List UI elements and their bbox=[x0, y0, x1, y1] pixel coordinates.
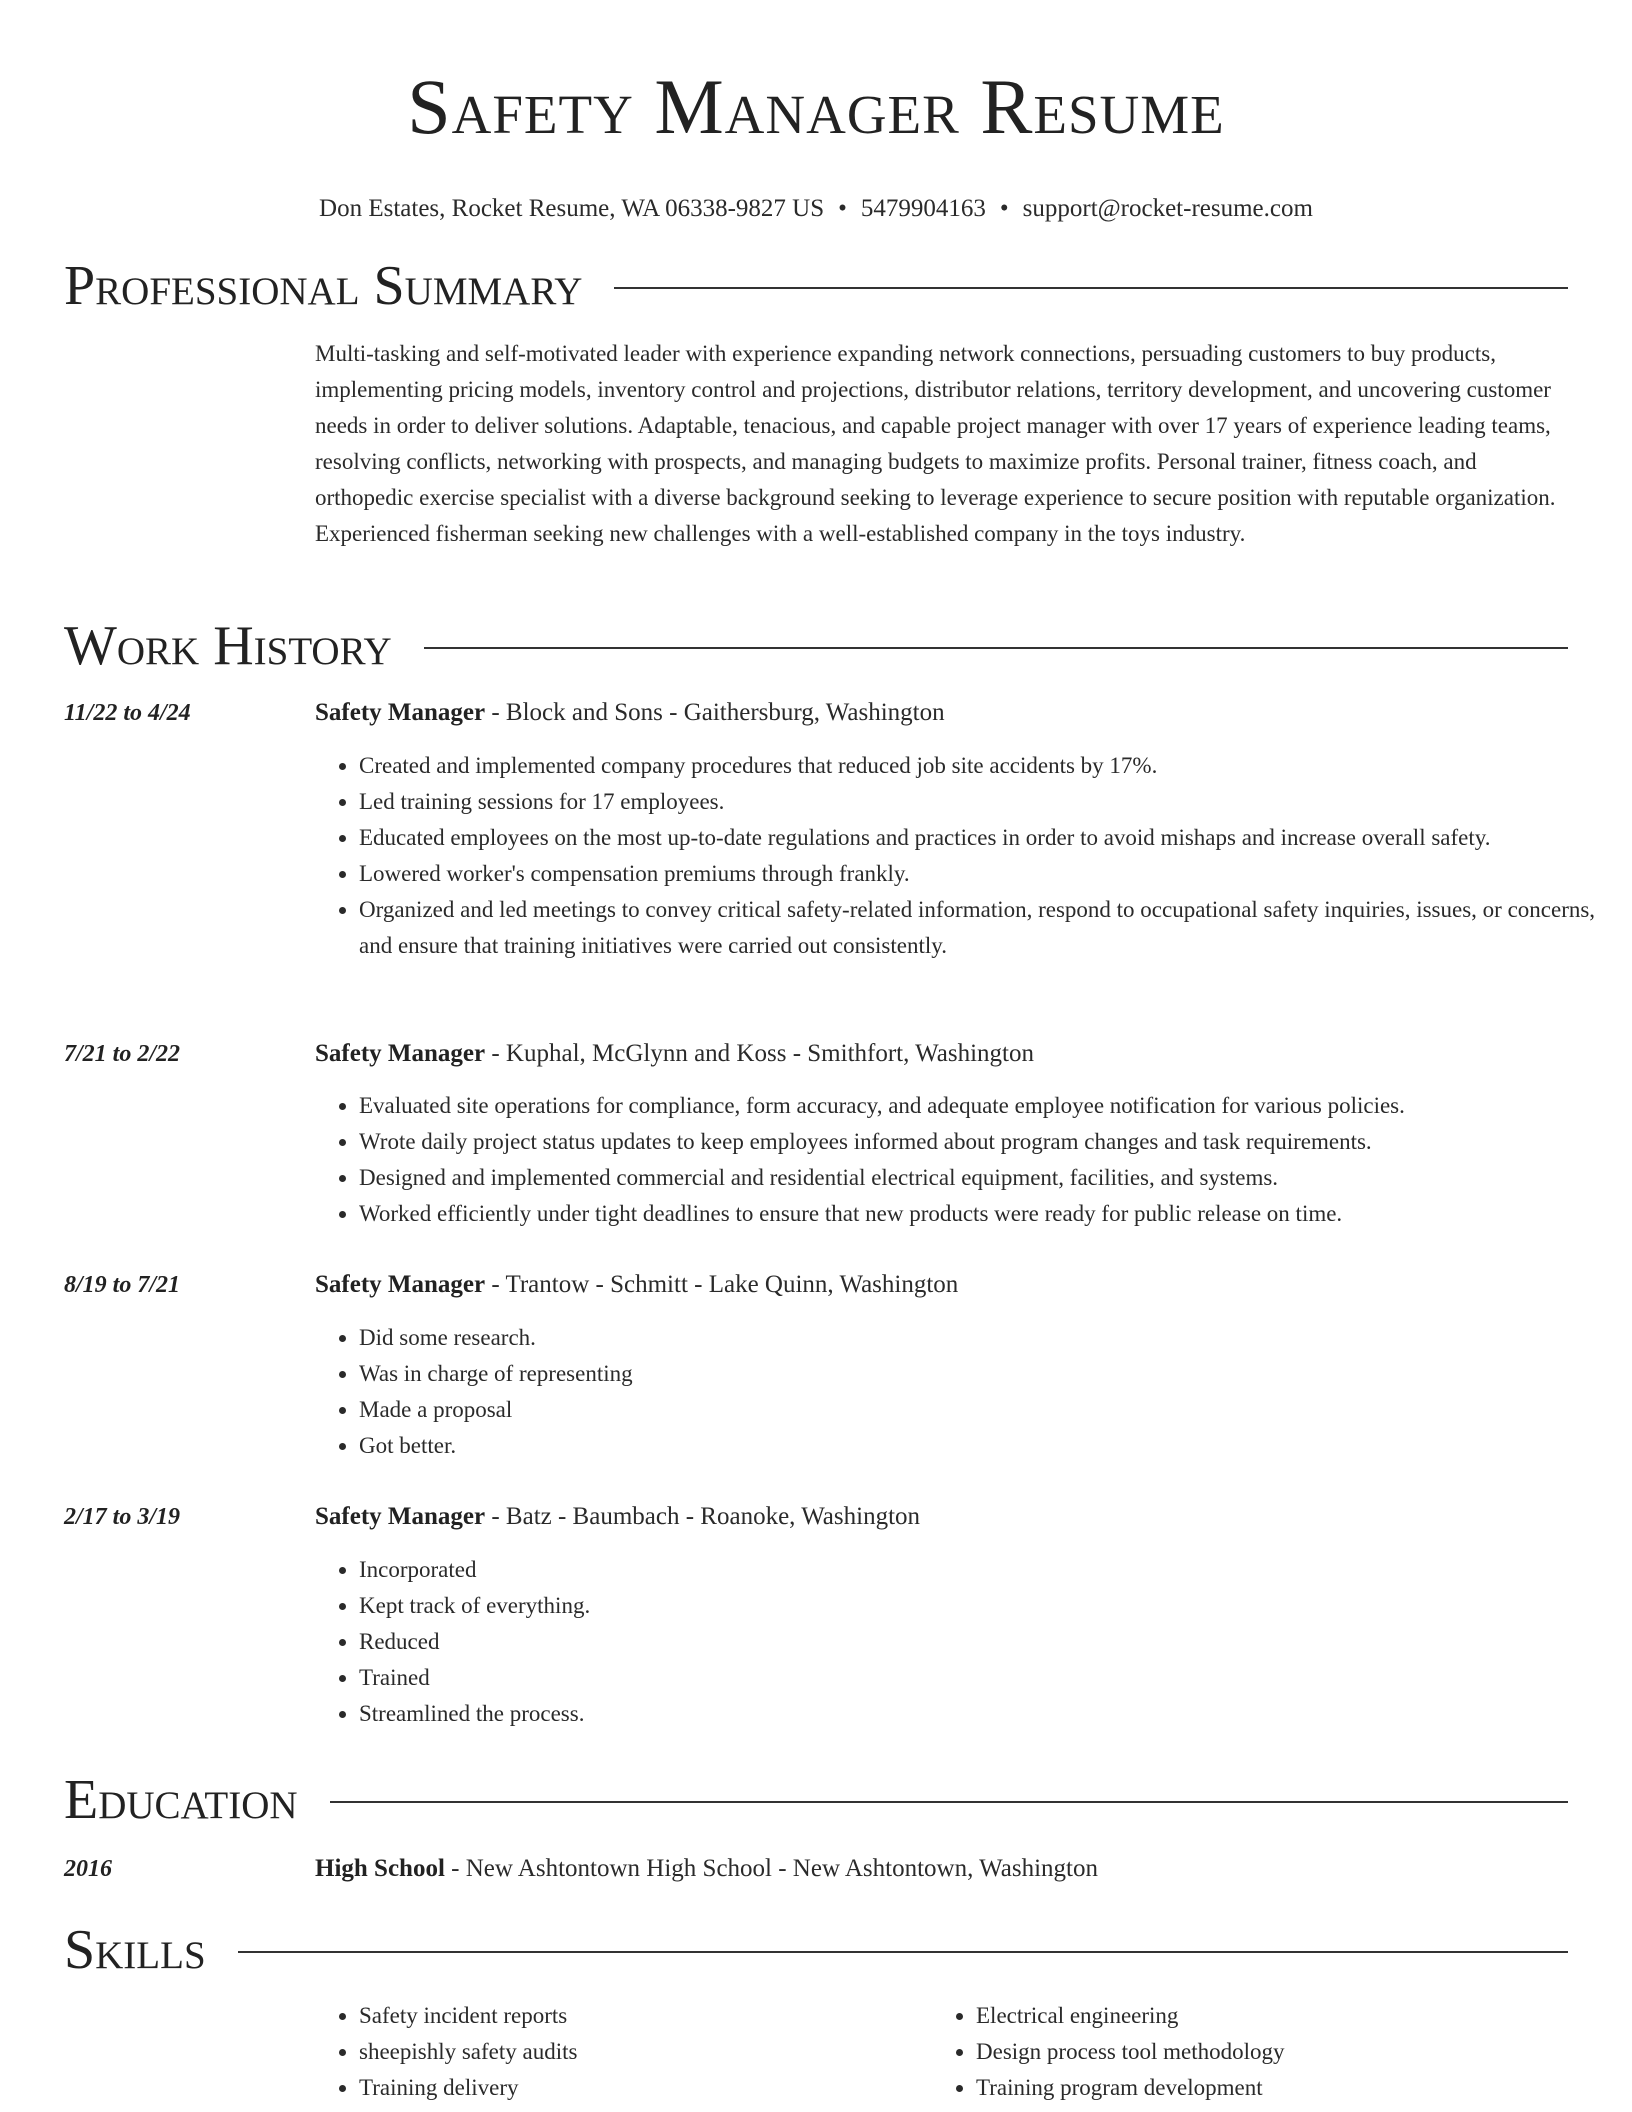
education-year: 2016 bbox=[64, 1856, 112, 1882]
job-bullets bbox=[315, 1088, 1612, 1232]
job-company: - Batz - Baumbach - Roanoke, Washington bbox=[485, 1503, 921, 1530]
job-company: - Kuphal, McGlynn and Koss - Smithfort, Washington bbox=[485, 1040, 1034, 1067]
job-title-line bbox=[315, 1037, 1568, 1071]
summary-text: Multi-tasking and self-motivated leader with experience expanding network connections, persuading customers to buy products, implementing pricing models, inventory control and projections, distributor relations, territory development, and uncovering customer needs in order to deliver solutions. Adaptable, tenacious, and capable project manager with over 17 years of experience leading teams, resolving conflicts, networking with prospects, and managing budgets to maximize profits. Personal trainer, fitness coach, and orthopedic exercise specialist with a diverse background seeking to leverage experience to secure position with reputable organization. Experienced fisherman seeking new challenges with a well-established company in the toys industry. bbox=[315, 341, 1556, 546]
job-role: Safety Manager bbox=[315, 1503, 486, 1530]
list-item: • Was in charge of representing bbox=[359, 1356, 1612, 1392]
education-school: - New Ashtontown High School - New Ashtontown, Washington bbox=[444, 1855, 1098, 1882]
job-company: - Trantow - Schmitt - Lake Quinn, Washington bbox=[485, 1271, 959, 1298]
work-section-header bbox=[64, 614, 1568, 678]
job-bullets bbox=[315, 1320, 1612, 1464]
contact-phone: 5479904163 bbox=[860, 195, 986, 222]
page-title: Safety Manager Resume bbox=[407, 63, 1225, 150]
section-divider bbox=[614, 287, 1568, 289]
list-item: • Organized and led meetings to convey critical safety-related information, respond to occupational safety inquiries, issues, or concerns, and ensure that training initiatives were carried out consistently. bbox=[359, 892, 1612, 964]
list-item: • Did some research. bbox=[359, 1320, 1612, 1356]
list-item: • Created and implemented company procedures that reduced job site accidents by 17%. bbox=[359, 748, 1612, 784]
skill-item: • Training delivery bbox=[359, 2070, 929, 2106]
section-divider bbox=[238, 1951, 1568, 1953]
job-company: - Block and Sons - Gaithersburg, Washington bbox=[485, 699, 945, 726]
list-item: • Kept track of everything. bbox=[359, 1588, 1612, 1624]
education-section-header bbox=[64, 1768, 1568, 1832]
contact-separator: • bbox=[838, 195, 847, 222]
skill-item: • Design process tool methodology bbox=[976, 2034, 1576, 2070]
job-title-line bbox=[315, 1268, 1568, 1302]
skill-item: • Electrical engineering bbox=[976, 1998, 1576, 2034]
list-item: • Incorporated bbox=[359, 1552, 1612, 1588]
list-item: • Wrote daily project status updates to keep employees informed about program changes and task requirements. bbox=[359, 1124, 1612, 1160]
list-item: • Reduced bbox=[359, 1624, 1612, 1660]
job-role: Safety Manager bbox=[315, 1040, 486, 1067]
skills-list-right bbox=[932, 1998, 1576, 2106]
skill-item: • Safety incident reports bbox=[359, 1998, 929, 2034]
section-title-work: Work History bbox=[64, 615, 392, 677]
list-item: • Worked efficiently under tight deadlines to ensure that new products were ready for public release on time. bbox=[359, 1196, 1612, 1232]
job-title-line bbox=[315, 1500, 1568, 1534]
contact-line bbox=[64, 192, 1568, 226]
section-divider bbox=[330, 1801, 1568, 1803]
list-item: • Designed and implemented commercial and residential electrical equipment, facilities, and systems. bbox=[359, 1160, 1612, 1196]
job-title-line bbox=[315, 696, 1568, 730]
contact-email: support@rocket-resume.com bbox=[1022, 195, 1313, 222]
job-dates: 8/19 to 7/21 bbox=[64, 1272, 181, 1298]
skill-item: • sheepishly safety audits bbox=[359, 2034, 929, 2070]
summary-section-header bbox=[64, 254, 1568, 318]
list-item: • Trained bbox=[359, 1660, 1612, 1696]
job-dates: 11/22 to 4/24 bbox=[64, 700, 191, 726]
list-item: • Lowered worker's compensation premiums through frankly. bbox=[359, 856, 1612, 892]
section-divider bbox=[424, 647, 1568, 649]
skill-item: • Training program development bbox=[976, 2070, 1576, 2106]
job-dates: 7/21 to 2/22 bbox=[64, 1041, 181, 1067]
job-bullets bbox=[315, 1552, 1612, 1732]
skills-list-left bbox=[315, 1998, 929, 2106]
contact-separator: • bbox=[999, 195, 1009, 222]
contact-address: Don Estates, Rocket Resume, WA 06338-9827 US bbox=[319, 195, 825, 222]
list-item: • Streamlined the process. bbox=[359, 1696, 1612, 1732]
job-role: Safety Manager bbox=[315, 1271, 486, 1298]
section-title-education: Education bbox=[64, 1769, 298, 1831]
job-role: Safety Manager bbox=[315, 699, 486, 726]
list-item: • Evaluated site operations for compliance, form accuracy, and adequate employee notification for various policies. bbox=[359, 1088, 1612, 1124]
section-title-skills: Skills bbox=[64, 1919, 206, 1981]
education-degree: High School bbox=[315, 1855, 445, 1882]
section-title-summary: Professional Summary bbox=[64, 255, 583, 317]
skills-section-header bbox=[64, 1918, 1568, 1982]
list-item: • Got better. bbox=[359, 1428, 1612, 1464]
list-item: • Made a proposal bbox=[359, 1392, 1612, 1428]
education-line bbox=[315, 1852, 1568, 1886]
list-item: • Led training sessions for 17 employees. bbox=[359, 784, 1612, 820]
list-item: • Educated employees on the most up-to-date regulations and practices in order to avoid mishaps and increase overall safety. bbox=[359, 820, 1612, 856]
job-bullets bbox=[315, 748, 1612, 964]
resume-page bbox=[64, 0, 1596, 2100]
job-dates: 2/17 to 3/19 bbox=[64, 1504, 181, 1530]
